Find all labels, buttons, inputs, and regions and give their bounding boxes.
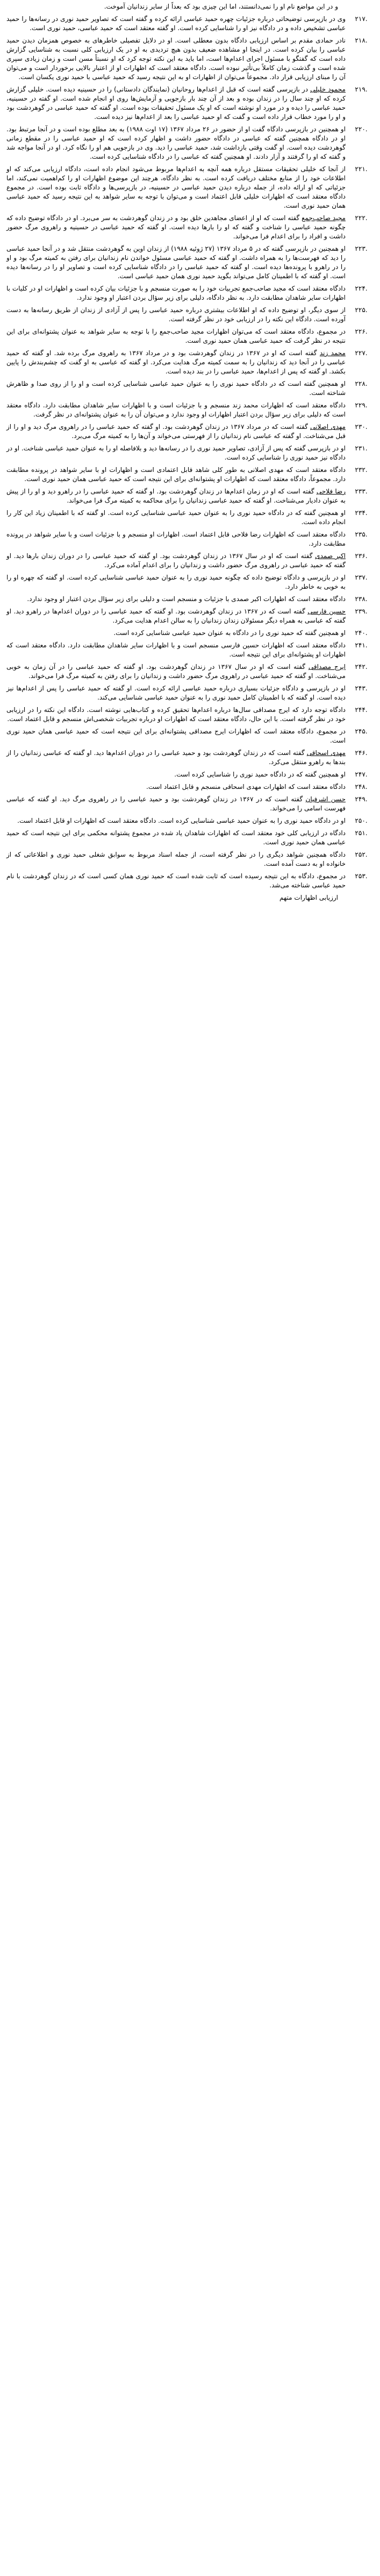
witness-name: اکبر صمدی	[315, 552, 346, 560]
numbered-paragraph	[3, 816, 377, 825]
numbered-paragraph	[3, 662, 377, 681]
numbered-paragraph	[3, 244, 377, 281]
paragraph-body: دادگاه معتقد است که اظهارات رضا فلاحی قابل اعتماد است. اظهارات او منسجم و با جزئیات است و با سایر شواهد در پرونده مطابقت دارد.	[6, 531, 346, 547]
section-heading: ارزیابی اظهارات متهم	[279, 894, 338, 901]
numbered-paragraph	[3, 829, 377, 847]
paragraph-text	[3, 401, 346, 419]
paragraph-text	[3, 662, 346, 681]
paragraph-number: ۲۱۷.	[355, 15, 368, 23]
paragraph-text	[3, 306, 346, 324]
paragraph-text	[3, 850, 346, 869]
paragraph-body: گفته است که در ۱۳۶۷ در زندان گوهردشت بود. او گفته که حمید عباسی را در دوران اعدام‌ها در راهرو دید. او گفته که عباسی به همراه دیگر مسئولان زندان زندانیان را به سالن اعدام هدایت می‌کرد.	[6, 608, 346, 624]
paragraph-body: گفته است که او از اعضای مجاهدین خلق بود و در زندان گوهردشت به سر می‌برد. او در دادگاه توضیح داده که چگونه حمید عباسی را شناخت و گفته که او را بارها دیده است. او گفته که حمید عباسی در حسینیه و راهروی مرگ حضور داشت و افراد را برای اعدام فرا می‌خواند.	[6, 214, 346, 240]
paragraph-body: دادگاه معتقد است که اظهارات حسین فارسی منسجم است و با اظهارات سایر شاهدان مطابقت دارد. دادگاه معتقد است که اظهارات او پشتوانه‌ای برای این نتیجه است.	[6, 641, 346, 658]
paragraph-body: در مجموع، دادگاه معتقد است که می‌توان اظهارات مجید صاحب‌جمع را با توجه به سایر شواهد به عنوان پشتوانه‌ای برای این نتیجه در نظر گرفت که حمید عباسی همان حمید نوری است.	[6, 328, 346, 344]
numbered-paragraph	[3, 705, 377, 724]
paragraph-text	[3, 573, 346, 591]
numbered-paragraph	[3, 487, 377, 505]
paragraph-text	[3, 727, 346, 745]
numbered-paragraph	[3, 607, 377, 625]
paragraph-text	[3, 36, 346, 82]
numbered-paragraph	[3, 306, 377, 324]
paragraph-number: ۲۴۷.	[355, 771, 368, 778]
paragraph-text	[3, 284, 346, 302]
paragraph-body: نادر حمادی مقدم بر اساس ارزیابی دادگاه بدون معطلی است. او در دلایل تفصیلی خاطرهای به خصوص همزمان دیدن حمید عباسی را بیان کرده است. در اینجا او مشاهده ضعیف بدون هیچ تردیدی به او در یک ارزیابی کلی نسبت به شناسایی گزارش داده است که گفتگو با مسئول اجرای اعدام‌ها است، اما باید به این نکته توجه کرد که او نسبتاً مسن است و زمان زیادی سپری شده است و گذشت زمان کاملاً بی‌تأثیر نبوده است. دادگاه معتقد است که اظهارات او از اعتبار بالایی برخوردار است و می‌توان آن را مبنای ارزیابی قرار داد. مجموعاً می‌توان از اظهارات او به این نتیجه رسید که حمید عباسی با حمید نوری یکسان است.	[6, 37, 346, 81]
paragraph-body: دادگاه معتقد است که مهدی اصلانی به طور کلی شاهد قابل اعتمادی است و اظهارات او با سایر شواهد در پرونده مطابقت دارد. مجموعاً، دادگاه معتقد است که اظهارات او پشتوانه‌ای برای این نتیجه است که حمید عباسی همان حمید نوری است.	[6, 466, 346, 483]
paragraph-body: در بازپرسی گفته است که قبل از اعدام‌ها روحانیان (نمایندگان دادستانی) را در حسینیه دیده است. خلیلی گزارش کرده که او چند سال را در زندان بوده و بعد از آن چند بار بازجویی و آزمایش‌ها روی او انجام شده است. او گفته در حسینیه، حمید عباسی را دیده و در مورد او نوشته است که او یک مسئول تحقیقات بوده است. او گفته که حمید عباسی در گوهردشت بود و او را مورد خطاب قرار داده است و گفت که او حمید عباسی را بعد از اعدام‌ها نیز دیده است.	[6, 86, 346, 121]
witness-name: محمود خلیلی	[310, 86, 346, 93]
paragraph-body: دادگاه معتقد است که اظهارات مهدی اسحاقی منسجم و قابل اعتماد است.	[146, 783, 346, 791]
numbered-paragraph	[3, 684, 377, 702]
numbered-paragraph	[3, 401, 377, 419]
paragraph-number: ۲۱۹.	[355, 86, 368, 93]
paragraph-number: ۲۲۰.	[355, 125, 368, 133]
paragraph-number: ۲۵۲.	[355, 851, 368, 858]
numbered-paragraph	[3, 552, 377, 570]
paragraph-number: ۲۳۲.	[355, 466, 368, 474]
paragraph-body: وی در بازپرسی توضیحاتی درباره جزئیات چهره حمید عباسی ارائه کرده و گفته است که تصاویر حمید نوری در رسانه‌ها را حمید عباسی تشخیص داده و در دادگاه نیز او را شناسایی کرده است. او گفته معتقد است که حمید عباسی، حمید نوری است.	[6, 15, 346, 32]
paragraph-number: ۲۵۱.	[355, 829, 368, 837]
paragraph-body: گفته است که او در سال ۱۳۶۷ در زندان گوهردشت بود. او گفته که حمید عباسی را در دوران زندان بارها دید. او گفته که حمید عباسی در راهروی مرگ حضور داشت و زندانیان را برای اعدام آماده می‌کرد.	[6, 552, 346, 569]
numbered-paragraph	[3, 573, 377, 591]
numbered-paragraph	[3, 125, 377, 161]
paragraph-number: ۲۳۴.	[355, 509, 368, 517]
paragraph-number: ۲۳۵.	[355, 531, 368, 538]
numbered-paragraph	[3, 782, 377, 792]
paragraph-body: دادگاه معتقد است که مجید صاحب‌جمع تجربیات خود را به صورت منسجم و با جزئیات بیان کرده است و اظهارات او در کلیات با اظهارات سایر شاهدان مطابقت دارد. به نظر دادگاه، دلیلی برای زیر سؤال بردن اعتبار او وجود ندارد.	[6, 285, 346, 301]
numbered-paragraph	[3, 214, 377, 241]
paragraph-body: دادگاه در ارزیابی کلی خود معتقد است که اظهارات شاهدان یاد شده در مجموع پشتوانه محکمی برای این نتیجه است که حمید عباسی همان حمید نوری است.	[6, 829, 346, 846]
paragraph-body: او همچنین در بازپرسی دادگاه گفت او از حضور در ۲۶ مرداد ۱۳۶۷ (۱۷ اوت ۱۹۸۸) به بعد مطلع بوده است و در آنجا مرتبط بود. او در دادگاه همچنین گفته که عباسی در دادگاه حضور داشت و اظهار کرده است که او حمید عباسی را در مقطع زمانی گوهردشت دیده است. او گفت وقتی بازداشت شد، حمید عباسی را دید. وی در بازجویی هم او را نگاه کرد. او در آنجا مواجه شد و گفته که او را گرفتند و آزار دادند. او همچنین گفته که عباسی را در دادگاه شناسایی کرده است.	[6, 125, 346, 160]
paragraph-number: ۲۴۴.	[355, 706, 368, 714]
paragraph-text	[3, 795, 346, 813]
paragraph-body: در مجموع، دادگاه معتقد است که اظهارات ایرج مصداقی پشتوانه‌ای برای این نتیجه است که حمید عباسی همان حمید نوری است.	[6, 728, 346, 744]
numbered-paragraph	[3, 85, 377, 122]
paragraph-number: ۲۲۹.	[355, 401, 368, 409]
numbered-paragraph	[3, 770, 377, 779]
paragraph-body: از سوی دیگر، او توضیح داده که او اطلاعات بیشتری درباره حمید عباسی را پس از آزادی از زندان از طریق رسانه‌ها به دست آورده است. دادگاه این نکته را در ارزیابی خود در نظر گرفته است.	[6, 306, 346, 323]
numbered-paragraph	[3, 379, 377, 398]
paragraph-text	[3, 530, 346, 548]
paragraph-list	[3, 15, 377, 890]
paragraph-number: ۲۳۹.	[355, 608, 368, 615]
paragraph-number: ۲۲۳.	[355, 245, 368, 252]
paragraph-body: گفته است که در ۱۳۶۷ در زندان گوهردشت بود و حمید عباسی را در راهروی مرگ دید. او گفته که عباسی فهرست اسامی را می‌خواند.	[6, 795, 346, 812]
witness-name: محمد زند	[319, 349, 346, 357]
paragraph-body: در مجموع، دادگاه به این نتیجه رسیده است که ثابت شده است که حمید نوری همان کسی است که در زندان گوهردشت با نام حمید عباسی شناخته می‌شد.	[6, 872, 346, 889]
paragraph-number: ۲۳۸.	[355, 595, 368, 603]
witness-name: مهدی اسحاقی	[306, 749, 346, 757]
paragraph-body: گفته است که او در سال ۱۳۶۷ در زندان گوهردشت بود. او گفته که حمید عباسی را در آن زمان به خوبی می‌شناخت. او گفته که حمید عباسی در راهروی مرگ حضور داشت و زندانیان را برای رفتن به کمیته مرگ فرا می‌خواند.	[6, 663, 346, 680]
numbered-paragraph	[3, 749, 377, 767]
numbered-paragraph	[3, 795, 377, 813]
paragraph-number: ۲۴۹.	[355, 795, 368, 803]
witness-name: مجید صاحب‌جمع	[302, 214, 346, 222]
paragraph-text	[3, 595, 346, 604]
paragraph-text	[3, 552, 346, 570]
paragraph-body: او همچنین گفته که حمید نوری را در دادگاه به عنوان حمید عباسی شناسایی کرده است.	[113, 629, 346, 637]
paragraph-text	[3, 244, 346, 281]
paragraph-number: ۲۳۳.	[355, 488, 368, 495]
paragraph-body: دادگاه همچنین شواهد دیگری را در نظر گرفته است، از جمله اسناد مربوط به سوابق شغلی حمید نوری و اطلاعاتی که از خانواده او به دست آمده است.	[6, 851, 346, 867]
paragraph-number: ۲۳۷.	[355, 574, 368, 581]
numbered-paragraph	[3, 727, 377, 745]
paragraph-body: او همچنین گفته که در دادگاه حمید نوری را به عنوان حمید عباسی شناسایی کرده است. او گفته که با اطمینان زیاد این کار را انجام داده است.	[6, 509, 346, 526]
paragraph-text	[3, 705, 346, 724]
paragraph-text	[3, 85, 346, 122]
numbered-paragraph	[3, 530, 377, 548]
paragraph-text	[3, 422, 346, 441]
paragraph-number: ۲۲۸.	[355, 380, 368, 387]
paragraph-text	[3, 487, 346, 505]
paragraph-text	[3, 607, 346, 625]
witness-name: حسین فارسی	[307, 608, 346, 615]
paragraph-text	[3, 509, 346, 527]
paragraph-body: گفته است که او در زمان اعدام‌ها در زندان گوهردشت بود. او گفته که حمید عباسی را در راهرو دید و او را از پیش به عنوان دادیار می‌شناخت. او گفته که حمید عباسی زندانیان را برای محاکمه به کمیته مرگ فرا می‌خواند.	[6, 488, 346, 504]
paragraph-text	[3, 641, 346, 659]
paragraph-text	[3, 349, 346, 376]
paragraph-text	[3, 684, 346, 702]
paragraph-body: او همچنین در بازپرسی گفته که در ۵ مرداد ۱۳۶۷ (۲۷ ژوئیه ۱۹۸۸) از زندان اوین به گوهردشت منتقل شد و در آنجا حمید عباسی را دید که فهرست‌ها را به همراه داشت. او گفته که حمید عباسی مسئول خواندن نام زندانیان برای رفتن به کمیته مرگ بود و او را در راهرو با پرونده‌ها دیده است. او گفته که حمید عباسی را در دادگاه شناسایی کرده است و تصاویر او را در رسانه‌ها دیده است. او گفته که با اطمینان کامل می‌تواند بگوید حمید نوری همان حمید عباسی است.	[6, 245, 346, 280]
witness-name: رضا فلاحی	[316, 488, 346, 495]
paragraph-text	[3, 444, 346, 462]
numbered-paragraph	[3, 422, 377, 441]
paragraph-number: ۲۲۷.	[355, 349, 368, 357]
witness-name: ایرج مصداقی	[308, 663, 346, 671]
paragraph-text	[3, 165, 346, 210]
paragraph-body: گفته است که در مرداد ۱۳۶۷ در زندان گوهردشت بود. او گفته که حمید عباسی را در راهروی مرگ دید و او را از قبل می‌شناخت. او گفته که عباسی نام زندانیان را از فهرستی می‌خواند و آن‌ها را به کمیته مرگ می‌برد.	[6, 423, 346, 440]
paragraph-number: ۲۲۴.	[355, 285, 368, 292]
numbered-paragraph	[3, 872, 377, 890]
paragraph-text	[3, 465, 346, 484]
paragraph-number: ۲۱۸.	[355, 37, 368, 44]
paragraph-text	[3, 749, 346, 767]
numbered-paragraph	[3, 36, 377, 82]
numbered-paragraph	[3, 629, 377, 638]
paragraph-body: او در بازپرسی و دادگاه توضیح داده که چگونه حمید نوری را به عنوان حمید عباسی شناسایی کرده است. او گفته که چهره او را به خوبی به خاطر دارد.	[6, 574, 346, 590]
paragraph-number: ۲۳۶.	[355, 552, 368, 560]
paragraph-body: دادگاه توجه دارد که ایرج مصداقی سال‌ها درباره اعدام‌ها تحقیق کرده و کتاب‌هایی نوشته است. دادگاه این نکته را در ارزیابی خود در نظر گرفته است. با این حال، دادگاه معتقد است که اظهارات او درباره تجربیات شخصی‌اش منسجم و قابل اعتماد است.	[6, 706, 346, 723]
numbered-paragraph	[3, 15, 377, 33]
paragraph-text	[3, 379, 346, 398]
paragraph-body: دادگاه معتقد است که اظهارات اکبر صمدی با جزئیات و منسجم است و دلیلی برای زیر سؤال بردن اعتبار او وجود ندارد.	[27, 595, 346, 603]
paragraph-body: او در دادگاه حمید نوری را به عنوان حمید عباسی شناسایی کرده است. دادگاه معتقد است که اظهارات او قابل اعتماد است.	[17, 817, 346, 824]
paragraph-text	[3, 872, 346, 890]
paragraph-number: ۲۲۱.	[355, 165, 368, 173]
paragraph-number: ۲۲۵.	[355, 306, 368, 314]
intro-paragraph: و در این مواضع نام او را نمی‌دانستند، اما این چیزی بود که بعداً از سایر زندانیان آموخت.	[104, 3, 338, 10]
paragraph-text	[3, 829, 346, 847]
paragraph-text	[3, 214, 346, 241]
paragraph-text	[3, 816, 346, 825]
paragraph-number: ۲۴۶.	[355, 749, 368, 757]
numbered-paragraph	[3, 850, 377, 869]
paragraph-number: ۲۴۰.	[355, 629, 368, 637]
paragraph-text	[3, 782, 346, 792]
paragraph-body: او همچنین گفته است که در دادگاه حمید نوری را به عنوان حمید عباسی شناسایی کرده است و او را از روی صدا و ظاهرش شناخته است.	[6, 380, 346, 397]
numbered-paragraph	[3, 444, 377, 462]
paragraph-number: ۲۴۵.	[355, 728, 368, 735]
numbered-paragraph	[3, 165, 377, 210]
numbered-paragraph	[3, 595, 377, 604]
paragraph-body: گفته است که در زندان گوهردشت بود و حمید عباسی را در دوران اعدام‌ها دید. او گفته که عباسی زندانیان را از بندها به راهرو منتقل می‌کرد.	[6, 749, 346, 766]
paragraph-body: گفته است که او در ۱۳۶۷ در زندان گوهردشت بود و در مرداد ۱۳۶۷ به راهروی مرگ برده شد. او گفته که حمید عباسی را در آنجا دید که زندانیان را به سمت کمیته مرگ هدایت می‌کرد. او گفته که عباسی به او گفت که چشم‌بندش را پایین بکشد. او گفته که پس از اعدام‌ها، حمید عباسی را در بند دیده است.	[6, 349, 346, 375]
numbered-paragraph	[3, 349, 377, 376]
paragraph-number: ۲۳۰.	[355, 423, 368, 430]
paragraph-number: ۲۵۳.	[355, 872, 368, 880]
paragraph-text	[3, 15, 346, 33]
numbered-paragraph	[3, 327, 377, 345]
witness-name: حسن اشرفیان	[305, 795, 346, 803]
paragraph-number: ۲۴۲.	[355, 663, 368, 671]
paragraph-number: ۲۴۸.	[355, 783, 368, 791]
paragraph-text	[3, 327, 346, 345]
numbered-paragraph	[3, 284, 377, 302]
numbered-paragraph	[3, 509, 377, 527]
paragraph-number: ۲۲۲.	[355, 214, 368, 222]
numbered-paragraph	[3, 465, 377, 484]
paragraph-body: او در بازپرسی و دادگاه جزئیات بسیاری درباره حمید عباسی ارائه کرده است. او گفته که حمید عباسی را پس از اعدام‌ها نیز دیده است. او گفته که با اطمینان کامل حمید نوری را به عنوان حمید عباسی شناسایی می‌کند.	[6, 684, 346, 701]
paragraph-number: ۲۳۱.	[355, 444, 368, 452]
paragraph-body: از آنجا که خلیلی تحقیقات مستقل درباره همه آنچه به اعدام‌ها مربوط می‌شود انجام داده است، دادگاه ارزیابی می‌کند که او اطلاعات خود را از منابع مختلف دریافت کرده است. به نظر دادگاه، هرچند این موضوع اظهارات او را کم‌اهمیت نمی‌کند، اما جزئیاتی که او ارائه داده، از جمله درباره دیدن حمید عباسی در حسینیه، در بازپرسی‌ها و دادگاه ثابت بوده است. در مجموع دادگاه معتقد است که اظهارات خلیلی قابل اعتماد است و می‌توان با توجه به سایر شواهد به این نتیجه رسید که حمید عباسی همان حمید نوری است.	[6, 165, 346, 209]
paragraph-number: ۲۴۳.	[355, 684, 368, 692]
paragraph-number: ۲۵۰.	[355, 817, 368, 824]
paragraph-number: ۲۲۶.	[355, 328, 368, 335]
paragraph-body: او در بازپرسی گفته که پس از آزادی، تصاویر حمید نوری را در رسانه‌ها دید و بلافاصله او را به عنوان حمید عباسی شناخت. او در دادگاه نیز حمید نوری را شناسایی کرده است.	[6, 444, 346, 461]
paragraph-body: او همچنین گفته که در دادگاه حمید نوری را شناسایی کرده است.	[174, 771, 346, 778]
paragraph-text	[3, 125, 346, 161]
numbered-paragraph	[3, 641, 377, 659]
paragraph-text	[3, 629, 346, 638]
witness-name: مهدی اصلانی	[310, 423, 346, 430]
paragraph-body: دادگاه معتقد است که اظهارات محمد زند منسجم و با جزئیات است و با اظهارات سایر شاهدان مطابقت دارد. دادگاه معتقد است که دلیلی برای زیر سؤال بردن اعتبار اظهارات او وجود ندارد و می‌توان آن را به عنوان پشتوانه‌ای در نظر گرفت.	[6, 401, 346, 418]
paragraph-number: ۲۴۱.	[355, 641, 368, 649]
paragraph-text	[3, 770, 346, 779]
